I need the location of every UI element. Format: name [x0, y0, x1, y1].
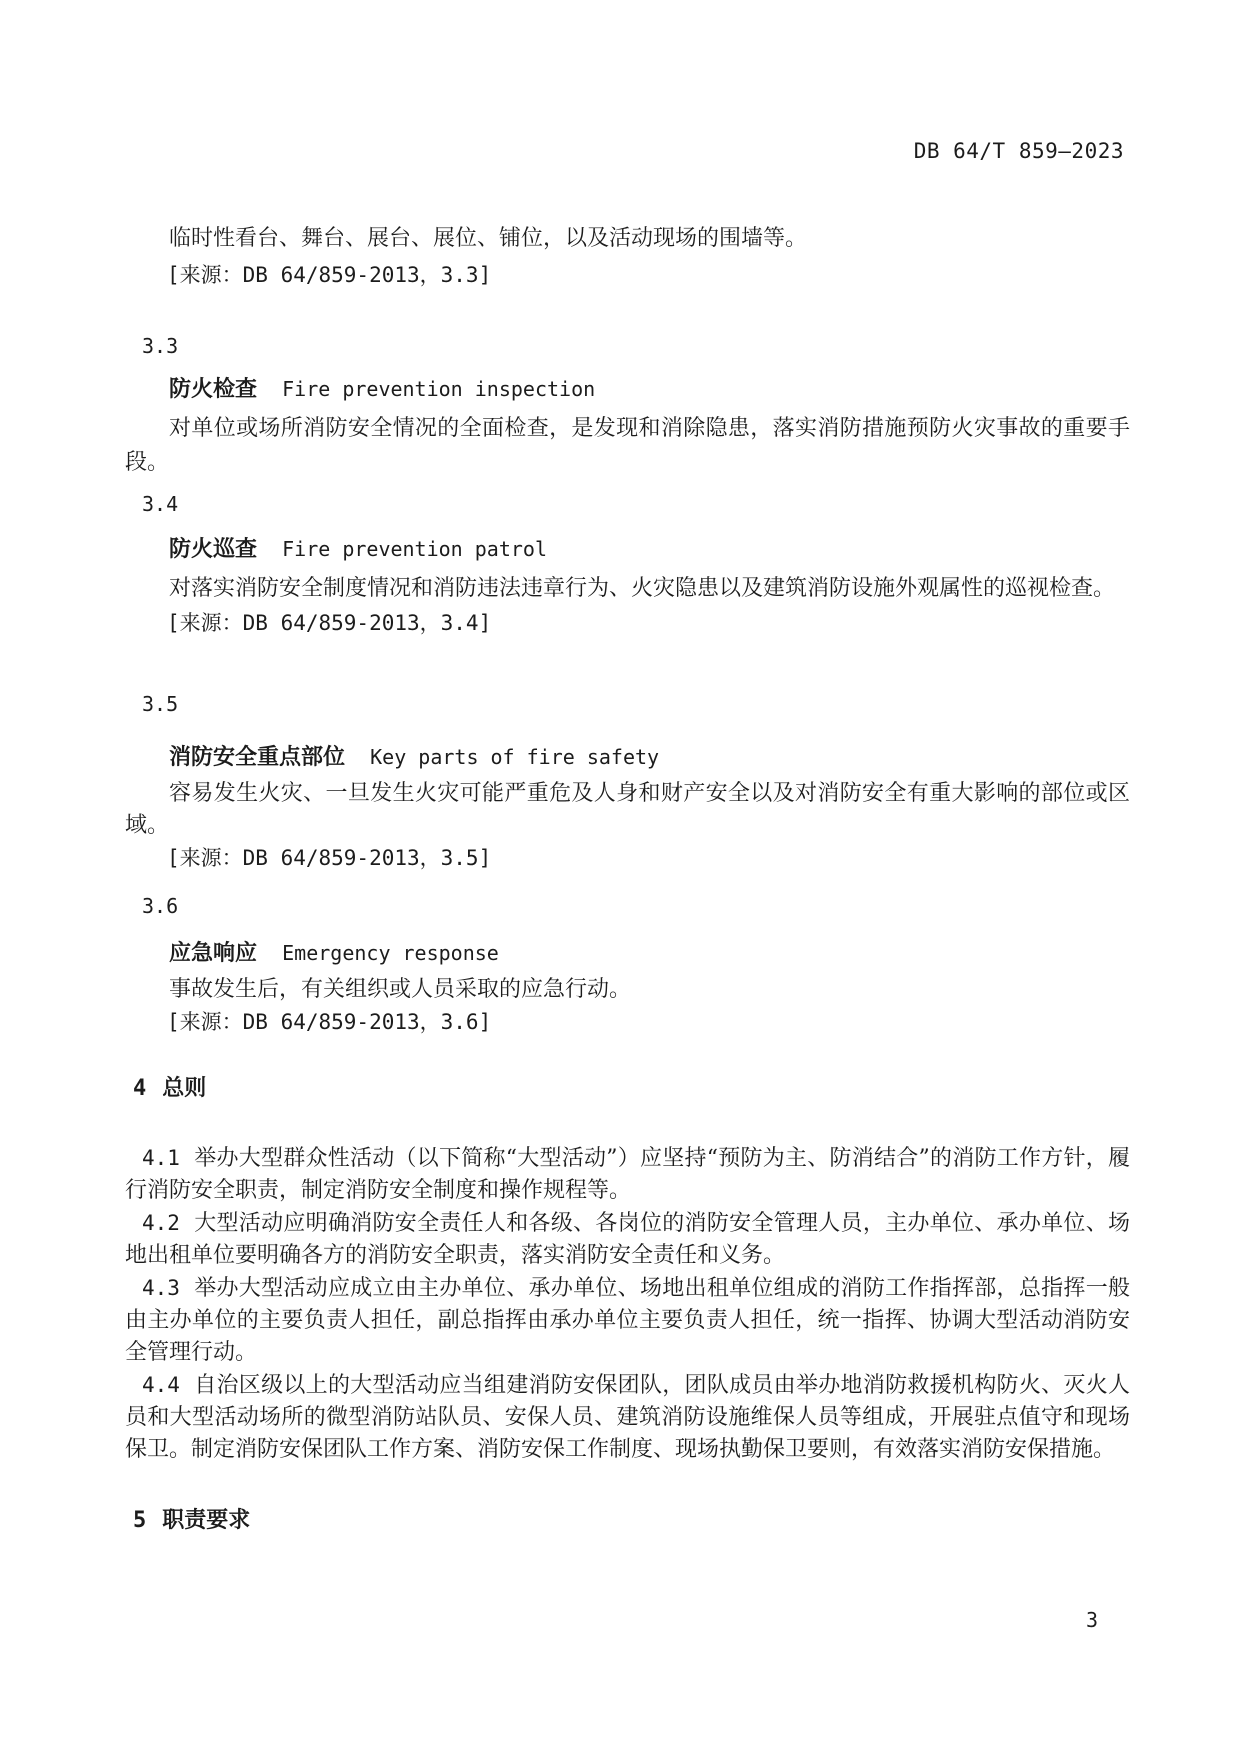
- term-zh-label: 防火检查: [169, 377, 258, 402]
- term-heading-3-5: [125, 742, 1130, 774]
- term-definition-3-3: 对单位或场所消防安全情况的全面检查，是发现和消除隐患，落实消防措施预防火灾事故的重要手段。: [125, 416, 1130, 475]
- term-heading-3-6: [125, 938, 1130, 970]
- clause-number: 4.3: [142, 1276, 180, 1300]
- clause-number: 4.1: [142, 1146, 180, 1170]
- section-number: 4: [133, 1076, 147, 1101]
- term-heading-3-4: [125, 534, 1130, 566]
- page-content: [125, 0, 1130, 1536]
- term-en-label: Key parts of fire safety: [370, 745, 660, 769]
- term-source-3-4: [来源：DB 64/859-2013，3.4]: [167, 611, 492, 635]
- section-number: 5: [133, 1508, 147, 1533]
- clause-4-4: [125, 1369, 1130, 1466]
- clause-text: 举办大型活动应成立由主办单位、承办单位、场地出租单位组成的消防工作指挥部，总指挥一般由主办单位的主要负责人担任，副总指挥由承办单位主要负责人担任，统一指挥、协调大型活动消防安全管理行动。: [125, 1276, 1130, 1365]
- clause-text: 大型活动应明确消防安全责任人和各级、各岗位的消防安全管理人员，主办单位、承办单位、场地出租单位要明确各方的消防安全职责，落实消防安全责任和义务。: [125, 1211, 1130, 1268]
- clause-4-1: [125, 1142, 1130, 1207]
- intro-block: [125, 220, 1130, 294]
- term-number-3-4: 3.4: [142, 492, 179, 516]
- clause-text: 举办大型群众性活动（以下简称“大型活动”）应坚持“预防为主、防消结合”的消防工作方针，履行消防安全职责，制定消防安全制度和操作规程等。: [125, 1146, 1130, 1203]
- clause-4-2: [125, 1207, 1130, 1272]
- term-source-3-6: [来源：DB 64/859-2013，3.6]: [167, 1010, 492, 1034]
- clause-4-3: [125, 1272, 1130, 1369]
- term-en-label: Fire prevention patrol: [282, 537, 548, 561]
- term-zh-label: 应急响应: [169, 941, 258, 966]
- intro-paragraph: 临时性看台、舞台、展台、展位、铺位，以及活动现场的围墙等。: [169, 226, 808, 251]
- standard-number-header: DB 64/T 859—2023: [913, 139, 1124, 163]
- section-5-heading: [125, 1506, 1130, 1536]
- term-number-3-5: 3.5: [142, 692, 179, 716]
- clause-number: 4.4: [142, 1373, 180, 1397]
- section-title: 总则: [162, 1076, 207, 1101]
- term-number-3-6: 3.6: [142, 894, 179, 918]
- term-number-3-3: 3.3: [142, 334, 179, 358]
- term-en-label: Fire prevention inspection: [282, 377, 596, 401]
- term-zh-label: 防火巡查: [169, 537, 258, 562]
- term-definition-3-4: 对落实消防安全制度情况和消防违法违章行为、火灾隐患以及建筑消防设施外观属性的巡视检查。: [169, 576, 1116, 601]
- term-definition-3-6: 事故发生后，有关组织或人员采取的应急行动。: [169, 977, 632, 1002]
- term-zh-label: 消防安全重点部位: [169, 745, 346, 770]
- term-heading-3-3: [125, 374, 1130, 406]
- term-definition-3-5: 容易发生火灾、一旦发生火灾可能严重危及人身和财产安全以及对消防安全有重大影响的部位或区域。: [125, 781, 1130, 838]
- term-en-label: Emergency response: [282, 941, 499, 965]
- clause-text: 自治区级以上的大型活动应当组建消防安保团队，团队成员由举办地消防救援机构防火、灭火人员和大型活动场所的微型消防站队员、安保人员、建筑消防设施维保人员等组成，开展驻点值守和现场保卫。制定消防安保团队工作方案、消防安保工作制度、现场执勤保卫要则，有效落实消防安保措施。: [125, 1373, 1130, 1462]
- clause-number: 4.2: [142, 1211, 180, 1235]
- intro-source-reference: [来源：DB 64/859-2013，3.3]: [167, 263, 492, 287]
- section-4-heading: [125, 1074, 1130, 1104]
- term-source-3-5: [来源：DB 64/859-2013，3.5]: [167, 846, 492, 870]
- section-title: 职责要求: [162, 1508, 251, 1533]
- page-number: 3: [1086, 1608, 1099, 1632]
